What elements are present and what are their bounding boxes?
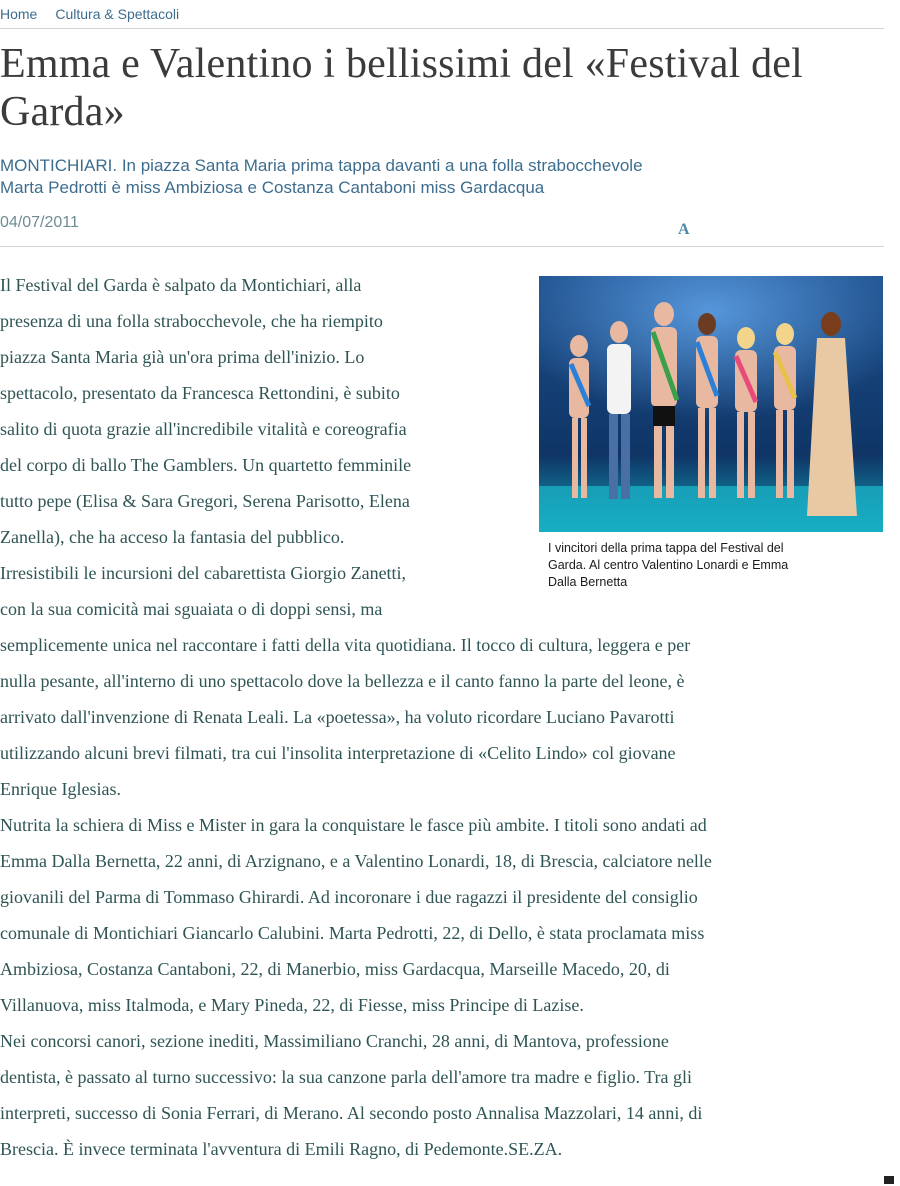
header-divider [0, 28, 884, 29]
body-line: dentista, è passato al turno successivo: la sua canzone parla dell'amore tra madre e figlio. Tra gli [0, 1067, 693, 1087]
body-line: con la sua comicità mai sguaiata o di doppi sensi, ma [0, 599, 383, 619]
body-line: del corpo di ballo The Gamblers. Un quartetto femminile [0, 455, 412, 475]
body-line: arrivato dall'invenzione di Renata Leali. La «poetessa», ha voluto ricordare Luciano Pavarotti [0, 707, 675, 727]
caption-line: I vincitori della prima tappa del Festival del [548, 541, 784, 555]
body-line: Irresistibili le incursioni del cabarettista Giorgio Zanetti, [0, 563, 407, 583]
body-line: Ambiziosa, Costanza Cantaboni, 22, di Manerbio, miss Gardacqua, Marseille Macedo, 20, di [0, 959, 670, 979]
subtitle-line: MONTICHIARI. In piazza Santa Maria prima tappa davanti a una folla strabocchevole [0, 156, 643, 175]
body-line: Zanella), che ha acceso la fantasia del pubblico. [0, 527, 345, 547]
caption-line: Garda. Al centro Valentino Lonardi e Emma [548, 558, 789, 572]
body-line: comunale di Montichiari Giancarlo Calubini. Marta Pedrotti, 22, di Dello, è stata proclamata miss [0, 923, 705, 943]
body-line: utilizzando alcuni brevi filmati, tra cui l'insolita interpretazione di «Celito Lindo» col giovane [0, 743, 676, 763]
group-photo-icon[interactable] [539, 276, 883, 532]
body-line: semplicemente unica nel raccontare i fatti della vita quotidiana. Il tocco di cultura, leggera e per [0, 635, 691, 655]
body-line: salito di quota grazie all'incredibile vitalità e coreografia [0, 419, 407, 439]
article-date: 04/07/2011 [0, 214, 79, 231]
body-line: tutto pepe (Elisa & Sara Gregori, Serena Parisotto, Elena [0, 491, 410, 511]
body-line: Il Festival del Garda è salpato da Montichiari, alla [0, 275, 362, 295]
breadcrumb-home-link[interactable]: Home [0, 6, 38, 22]
body-line: spettacolo, presentato da Francesca Rettondini, è subito [0, 383, 400, 403]
body-line: Nei concorsi canori, sezione inediti, Massimiliano Cranchi, 28 anni, di Mantova, professione [0, 1031, 669, 1051]
date-divider [0, 246, 884, 247]
font-size-button[interactable]: A [678, 221, 690, 238]
body-line: Emma Dalla Bernetta, 22 anni, di Arzignano, e a Valentino Lonardi, 18, di Brescia, calciatore nelle [0, 851, 712, 871]
caption-line: Dalla Bernetta [548, 575, 628, 589]
body-line: interpreti, successo di Sonia Ferrari, di Merano. Al secondo posto Annalisa Mazzolari, 14 anni, di [0, 1103, 703, 1123]
body-line: Nutrita la schiera di Miss e Mister in gara la conquistare le fasce più ambite. I titoli sono andati ad [0, 815, 707, 835]
subtitle-line: Marta Pedrotti è miss Ambiziosa e Costanza Cantaboni miss Gardacqua [0, 178, 545, 197]
article-figure [539, 276, 883, 591]
body-line: piazza Santa Maria già un'ora prima dell'inizio. Lo [0, 347, 365, 367]
article-subtitle [0, 155, 880, 199]
article-headline: Emma e Valentino i bellissimi del «Festival del Garda» [0, 41, 804, 135]
body-line: presenza di una folla strabocchevole, che ha riempito [0, 311, 383, 331]
body-line: giovanili del Parma di Tommaso Ghirardi. Ad incoronare i due ragazzi il presidente del consiglio [0, 887, 698, 907]
body-line: Brescia. È invece terminata l'avventura di Emili Ragno, di Pedemonte.SE.ZA. [0, 1139, 563, 1159]
breadcrumb-section-link[interactable]: Cultura & Spettacoli [55, 6, 180, 22]
body-line: Enrique Iglesias. [0, 779, 121, 799]
breadcrumb [0, 6, 179, 22]
body-line: Villanuova, miss Italmoda, e Mary Pineda, 22, di Fiesse, miss Principe di Lazise. [0, 995, 584, 1015]
scan-artifact [884, 1176, 894, 1184]
body-line: nulla pesante, all'interno di uno spettacolo dove la bellezza e il canto fanno la parte del leone, è [0, 671, 685, 691]
photo-caption [548, 540, 878, 591]
